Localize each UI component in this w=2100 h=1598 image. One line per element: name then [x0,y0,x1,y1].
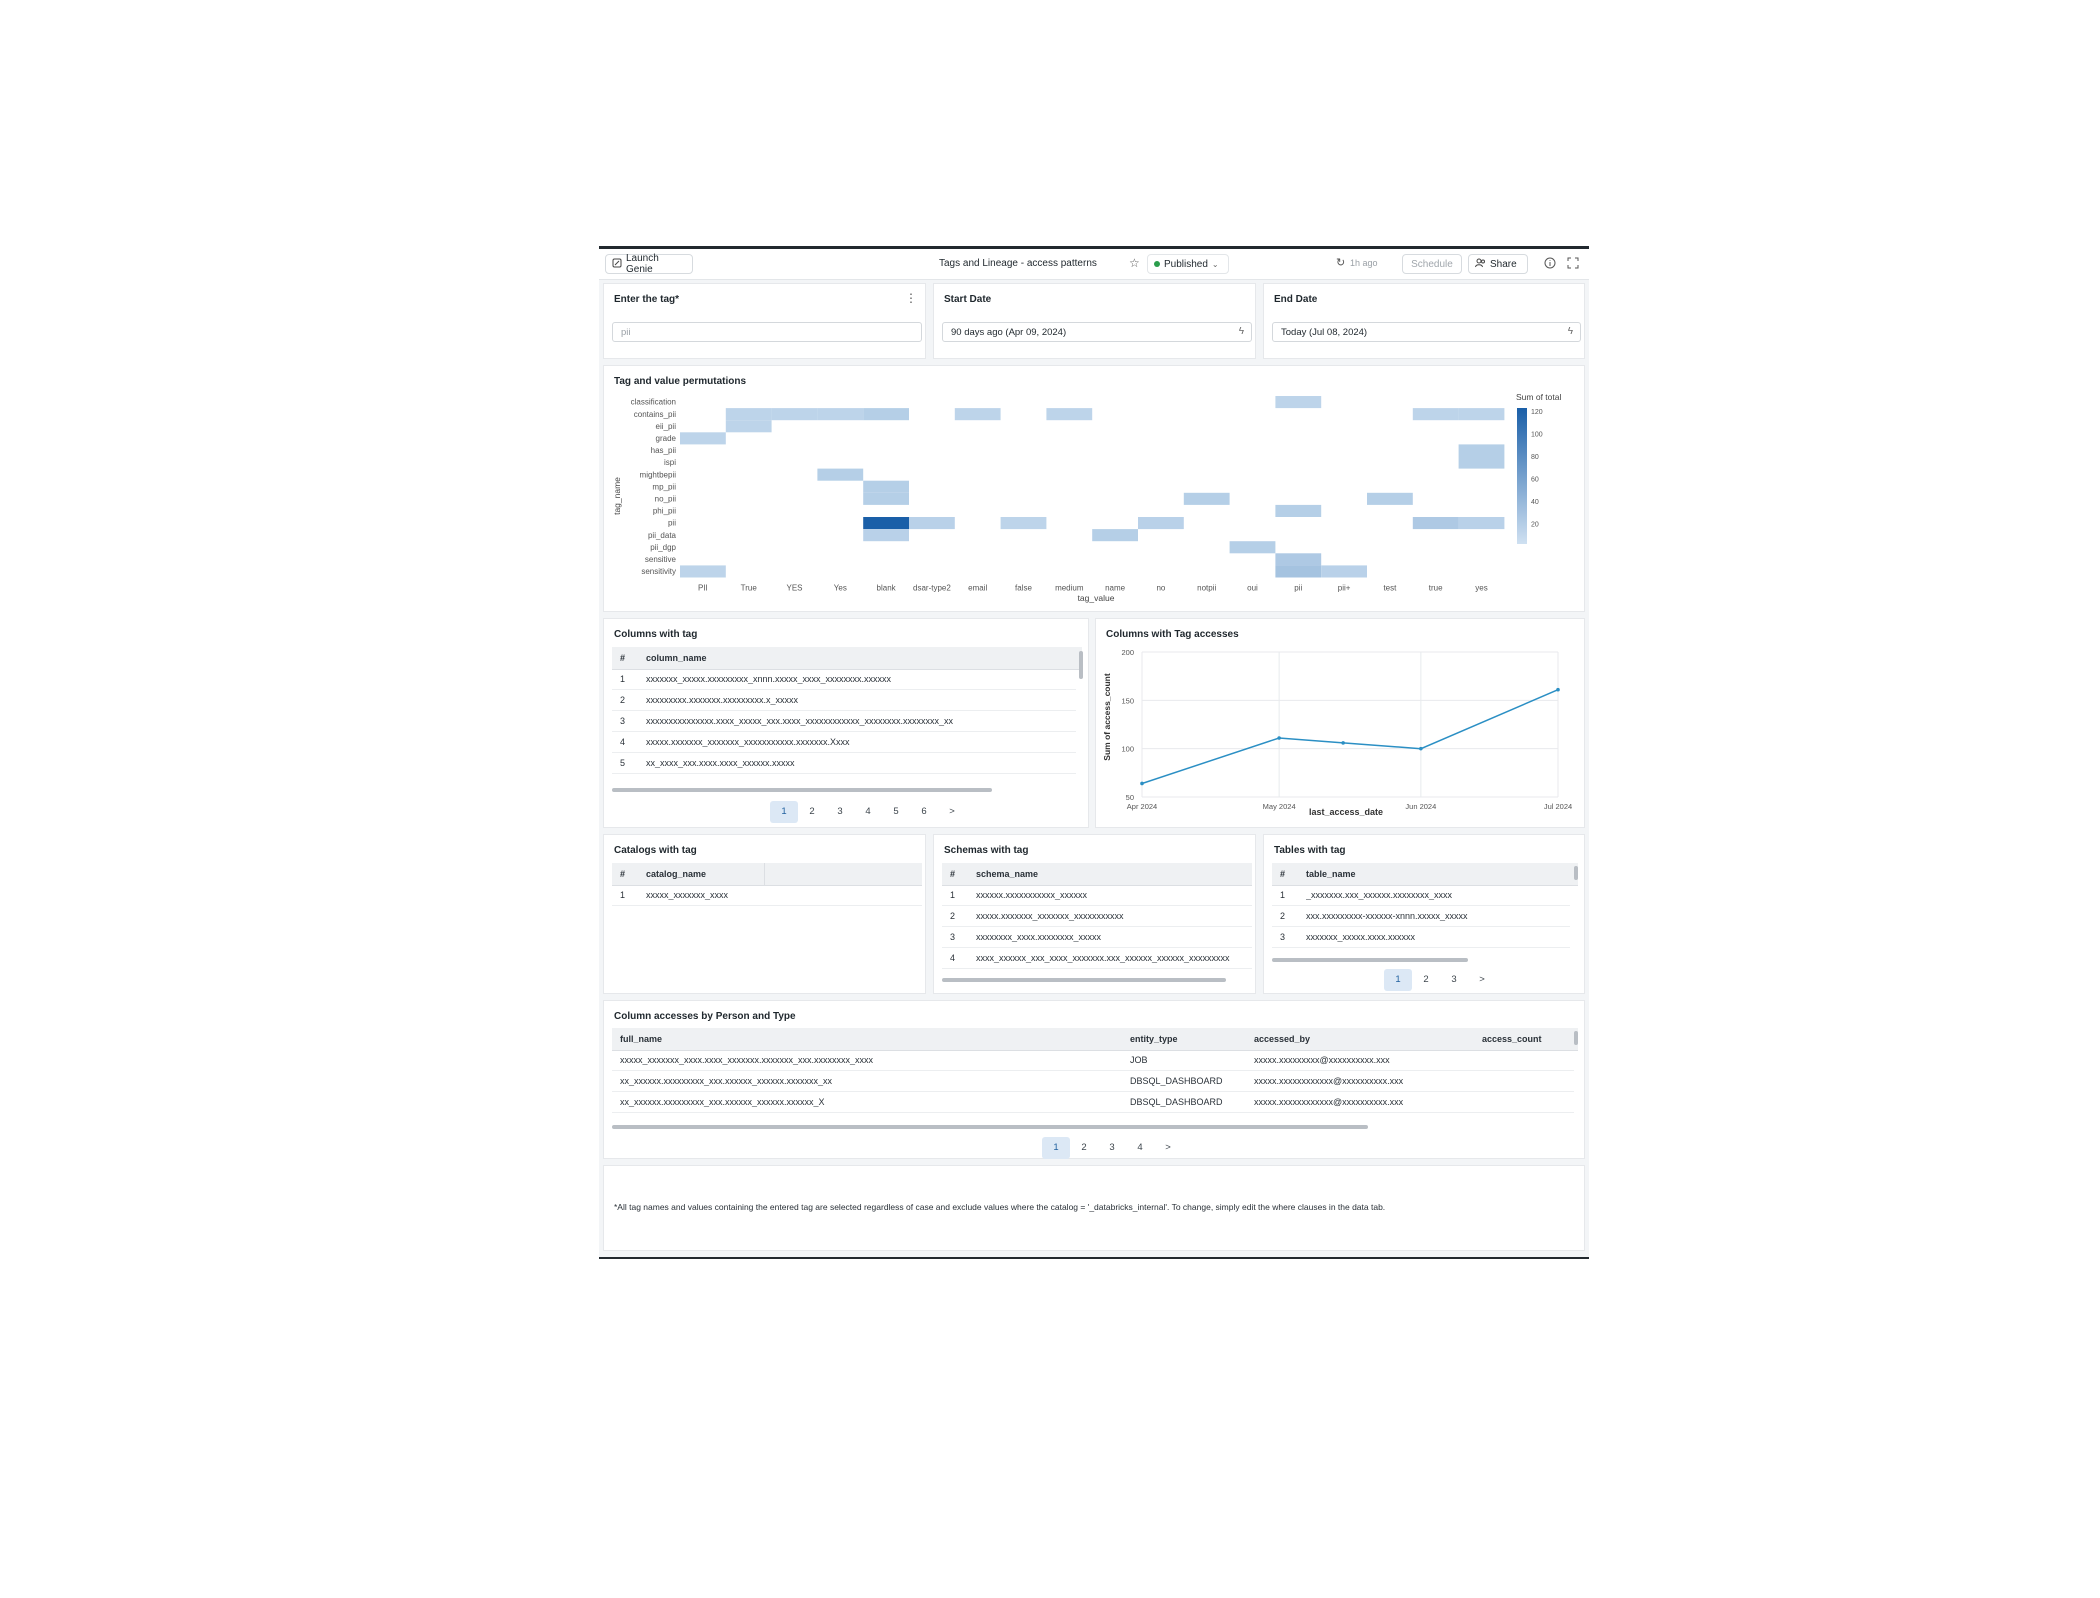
row-number: 1 [950,890,956,900]
start-date-panel [933,283,1256,359]
x-tick-label: Jun 2024 [1405,802,1437,811]
dashboard-title: Tags and Lineage - access patterns [939,258,1097,269]
heatmap-col-label: notpii [1197,583,1217,593]
access-table [612,1028,1578,1120]
heatmap-cell[interactable] [1138,517,1184,529]
schedule-button[interactable]: Schedule [1402,254,1462,274]
row-number: 1 [620,674,626,684]
heatmap-legend-title: Sum of total [1516,392,1562,402]
heatmap-row-label: classification [630,397,676,407]
heatmap-panel [603,365,1585,612]
heatmap-col-label: false [1015,583,1032,593]
cell-entity-type: DBSQL_DASHBOARD [1130,1097,1223,1107]
heatmap-row-label: mightbepii [639,470,676,480]
heatmap-cell[interactable] [1459,444,1505,456]
cell-full-name: xxxxx_xxxxxxx_xxxx.xxxx_xxxxxxx.xxxxxxx_xxx.xxxxxxxx_xxxx [620,1055,874,1065]
row-number: 2 [1280,911,1286,921]
page-button[interactable]: 1 [1384,969,1412,991]
header-schema-name[interactable]: schema_name [976,869,1039,879]
tag-filter-panel [603,283,926,359]
heatmap-row-label: pii_dgp [650,542,676,552]
page-button[interactable]: 2 [1423,974,1429,985]
catalogs-panel [603,834,926,994]
heatmap-row-label: pii_data [647,530,676,540]
header-num: # [620,653,626,663]
heatmap-row-label: contains_pii [633,409,676,419]
vertical-scrollbar[interactable] [1079,651,1083,679]
row-value: xxxxx_xxxxxxx_xxxx [646,890,729,900]
heatmap-cell[interactable] [1230,541,1276,553]
start-date-input[interactable] [942,322,1252,342]
header-entity-type[interactable]: entity_type [1130,1034,1178,1044]
y-tick-label: 100 [1121,744,1134,754]
row-number: 1 [620,890,626,900]
header-num: # [620,869,626,879]
fullscreen-icon[interactable] [1567,257,1579,272]
heatmap-cell[interactable] [1046,408,1092,420]
kebab-menu-icon[interactable]: ⋮ [905,291,917,305]
top-bar [599,249,1589,280]
page-button[interactable]: 1 [770,801,798,823]
heatmap-cell[interactable] [1001,517,1047,529]
line-chart-title: Columns with Tag accesses [1106,629,1239,640]
row-value: xxxxxxxx_xxxx.xxxxxxxx_xxxxx [976,932,1102,942]
launch-genie-label: Launch Genie [626,253,659,275]
x-tick-label: Apr 2024 [1126,802,1158,811]
heatmap-cell[interactable] [772,408,818,420]
row-divider [612,1112,1574,1113]
heatmap-cell[interactable] [680,432,726,444]
x-tick-label: May 2024 [1262,802,1296,811]
page-button[interactable]: 3 [1109,1142,1115,1153]
heatmap-col-label: True [740,583,757,593]
row-value: xxxxxxx_xxxxx.xxxx.xxxxxx [1306,932,1416,942]
data-point[interactable] [1140,782,1144,786]
row-divider [1272,947,1570,948]
end-date-panel [1263,283,1585,359]
row-divider [942,968,1252,969]
row-number: 2 [950,911,956,921]
chevron-down-icon: ⌄ [1211,259,1219,269]
heatmap-col-label: pii [1294,583,1303,593]
row-value: xxx.xxxxxxxxx-xxxxxx-xnnn.xxxxx_xxxxx [1306,911,1468,921]
cell-accessed-by: xxxxx.xxxxxxxxxxxx@xxxxxxxxxx.xxx [1254,1076,1404,1086]
horizontal-scrollbar[interactable] [1272,958,1468,962]
cell-full-name: xx_xxxxxx.xxxxxxxxx_xxx.xxxxxx_xxxxxx.xxxxxxx_xx [620,1076,833,1086]
legend-tick-label: 80 [1531,454,1539,461]
heatmap-row-label: sensitivity [641,567,676,577]
row-value: xxxxxx.xxxxxxxxxxx_xxxxxx [976,890,1088,900]
legend-tick-label: 20 [1531,521,1539,529]
cell-accessed-by: xxxxx.xxxxxxxxx@xxxxxxxxxx.xxx [1254,1055,1390,1065]
share-button[interactable] [1468,254,1528,274]
catalogs-title: Catalogs with tag [614,845,697,856]
heatmap-row-label: grade [655,434,676,444]
heatmap-cell[interactable] [909,517,955,529]
header-num: # [950,869,956,879]
heatmap-cell[interactable] [863,408,909,420]
lightning-icon[interactable]: ϟ [1567,326,1573,337]
series-line [1142,690,1558,784]
heatmap-col-label: true [1428,583,1443,593]
page-button[interactable]: 1 [1042,1137,1070,1159]
status-label: Published [1164,258,1208,270]
genie-icon [612,258,622,271]
columns-title: Columns with tag [614,629,698,640]
next-page-button[interactable]: > [1165,1142,1171,1153]
horizontal-scrollbar[interactable] [612,1125,1368,1129]
heatmap-cell[interactable] [863,493,909,505]
header-full-name[interactable]: full_name [620,1034,663,1044]
next-page-button[interactable]: > [949,806,955,817]
end-date-input[interactable] [1272,322,1581,342]
heatmap-col-label: oui [1247,583,1258,593]
legend-tick-label: 60 [1531,476,1539,484]
y-tick-label: 200 [1121,648,1134,657]
page-button[interactable]: 2 [809,806,815,817]
heatmap-row-label: phi_pii [652,506,676,516]
lightning-icon[interactable]: ϟ [1238,326,1244,337]
heatmap-row-label: sensitive [644,555,676,565]
cell-accessed-by: xxxxx.xxxxxxxxxxxx@xxxxxxxxxx.xxx [1254,1097,1404,1107]
start-date-value: 90 days ago (Apr 09, 2024) [951,326,1067,338]
heatmap-cell[interactable] [1321,565,1367,577]
heatmap-row-label: eii_pii [655,421,676,431]
row-value: _xxxxxxx.xxx_xxxxxx.xxxxxxxx_xxxx [1306,890,1453,900]
page-button[interactable]: 3 [1451,974,1457,985]
catalogs-table [612,863,922,923]
header-num: # [1280,869,1286,879]
heatmap-col-label: blank [876,583,896,593]
heatmap-row-label: pii [667,518,676,528]
dashboard [599,246,1589,1259]
row-value: xxxxxxxxxxxxxxx.xxxx_xxxxx_xxx.xxxx_xxxxxxxxxxxx_xxxxxxxx.xxxxxxxx_xx [646,716,954,726]
heatmap-col-label: email [968,583,988,593]
heatmap-cell[interactable] [863,517,909,529]
status-dot-icon [1154,261,1160,267]
horizontal-scrollbar[interactable] [942,978,1226,982]
end-date-title: End Date [1274,294,1318,305]
row-number: 1 [1280,890,1286,900]
row-number: 3 [620,716,626,726]
heatmap-cell[interactable] [680,565,726,577]
heatmap-col-label: pii+ [1337,583,1351,593]
heatmap-col-label: test [1383,583,1397,593]
tag-input[interactable]: pii [612,322,922,342]
y-tick-label: 50 [1125,793,1134,802]
pagination [1042,1137,1182,1159]
heatmap-cell[interactable] [1413,517,1459,529]
data-point[interactable] [1341,741,1345,745]
heatmap-cell[interactable] [1275,396,1321,408]
heatmap-cell[interactable] [1184,493,1230,505]
data-point[interactable] [1556,688,1560,692]
row-divider [612,773,1076,774]
tables-table [1272,863,1578,953]
header-accessed-by[interactable]: accessed_by [1254,1034,1311,1044]
heatmap-cell[interactable] [955,408,1001,420]
page-button[interactable]: 2 [1081,1142,1087,1153]
line-chart-panel [1095,618,1585,828]
heatmap-row-label: has_pii [650,446,676,456]
pagination [1384,969,1496,991]
heatmap-ylabel: tag_name [612,477,622,515]
page-button[interactable]: 3 [837,806,843,817]
heatmap-cell[interactable] [726,408,772,420]
heatmap-col-label: dsar-type2 [913,583,951,593]
row-divider [612,905,922,906]
row-value: xxxx_xxxxxx_xxx_xxxx_xxxxxxx.xxx_xxxxxx_xxxxxx_xxxxxxxxx [976,953,1230,963]
x-tick-label: Jul 2024 [1543,802,1573,811]
heatmap-row-label: mp_pii [652,482,676,492]
heatmap-cell[interactable] [1413,408,1459,420]
heatmap-cell[interactable] [1367,493,1413,505]
legend-tick-label: 100 [1531,431,1543,439]
status-dropdown[interactable] [1147,254,1229,274]
info-icon[interactable] [1544,257,1556,272]
line-chart-ylabel: Sum of access_count [1102,673,1112,761]
star-icon[interactable]: ☆ [1129,256,1140,270]
heatmap-col-label: name [1105,583,1126,593]
page-button[interactable]: 4 [1137,1142,1143,1153]
data-point[interactable] [1277,736,1281,740]
access-panel [603,1000,1585,1159]
row-value: xx_xxxx_xxx.xxxx.xxxx_xxxxxx.xxxxx [646,758,795,768]
access-title: Column accesses by Person and Type [614,1011,796,1022]
header-access-count[interactable]: access_count [1482,1034,1542,1044]
schemas-title: Schemas with tag [944,845,1029,856]
cell-full-name: xx_xxxxxx.xxxxxxxxx_xxx.xxxxxx_xxxxxx.xxxxxx_X [620,1097,825,1107]
heatmap-title: Tag and value permutations [614,376,747,387]
heatmap-chart [604,366,1584,611]
users-icon [1475,258,1486,271]
heatmap-cell[interactable] [1275,553,1321,565]
pagination [770,801,966,823]
heatmap-cell[interactable] [817,408,863,420]
start-date-title: Start Date [944,294,992,305]
page-button[interactable]: 4 [865,806,871,817]
row-number: 2 [620,695,626,705]
heatmap-row-label: no_pii [654,494,676,504]
row-number: 4 [620,737,626,747]
schemas-table [942,863,1252,973]
columns-panel [603,618,1089,828]
header-column-name[interactable]: column_name [646,653,707,663]
cell-entity-type: JOB [1130,1055,1148,1065]
header-table-name[interactable]: table_name [1306,869,1356,879]
column-divider [764,863,765,885]
row-number: 4 [950,953,956,963]
next-page-button[interactable]: > [1479,974,1485,985]
legend-tick-label: 120 [1531,409,1543,416]
heatmap-cell[interactable] [863,529,909,541]
heatmap-legend-gradient [1517,408,1527,544]
heatmap-col-label: Yes [833,583,847,593]
row-value: xxxxxxx_xxxxx.xxxxxxxxx_xnnn.xxxxx_xxxx_xxxxxxxx.xxxxxx [646,674,892,684]
heatmap-xlabel: tag_value [1077,593,1115,603]
page-button[interactable]: 5 [893,806,899,817]
y-tick-label: 150 [1121,696,1134,706]
heatmap-col-label: YES [786,583,803,593]
row-value: xxxxxxxxx.xxxxxxx.xxxxxxxxx.x_xxxxx [646,695,799,705]
row-number: 3 [1280,932,1286,942]
refresh-icon[interactable]: ↻ [1336,257,1346,269]
row-number: 3 [950,932,956,942]
row-value: xxxxx.xxxxxxx_xxxxxxx_xxxxxxxxxxx [976,911,1124,921]
header-catalog-name[interactable]: catalog_name [646,869,707,879]
horizontal-scrollbar[interactable] [612,788,992,792]
line-chart [1096,619,1584,827]
cell-entity-type: DBSQL_DASHBOARD [1130,1076,1223,1086]
tables-panel [1263,834,1585,994]
vertical-scrollbar[interactable] [1574,866,1578,880]
launch-genie-button[interactable] [605,254,693,274]
legend-tick-label: 40 [1531,499,1539,506]
vertical-scrollbar[interactable] [1574,1031,1578,1045]
line-chart-xlabel: last_access_date [1308,807,1384,817]
heatmap-cell[interactable] [1459,408,1505,420]
heatmap-cell[interactable] [863,481,909,493]
row-value: xxxxx.xxxxxxx_xxxxxxx_xxxxxxxxxxx.xxxxxxx.Xxxx [646,737,850,747]
end-date-value: Today (Jul 08, 2024) [1281,326,1368,338]
columns-table [612,647,1082,787]
table-header [612,1028,1578,1051]
page-button[interactable]: 6 [921,806,927,817]
tables-title: Tables with tag [1274,845,1346,856]
footnote-text: *All tag names and values containing the entered tag are selected regardless of case and exclude values where the catalog = '_databricks_internal'. To change, simply edit the where clauses in the data tab. [614,1202,1386,1212]
heatmap-col-label: no [1156,583,1166,593]
data-point[interactable] [1419,747,1423,751]
heatmap-col-label: PII [698,583,708,593]
row-number: 5 [620,758,626,768]
refresh-time: 1h ago [1350,258,1378,268]
schemas-panel [933,834,1256,994]
footnote-panel [603,1165,1585,1251]
heatmap-cell[interactable] [817,469,863,481]
heatmap-cell[interactable] [1092,529,1138,541]
share-label: Share [1490,258,1517,270]
heatmap-cell[interactable] [726,420,772,432]
heatmap-row-label: ispi [663,458,676,468]
heatmap-cell[interactable] [1459,517,1505,529]
heatmap-col-label: yes [1475,583,1488,593]
heatmap-cell[interactable] [1459,457,1505,469]
tag-filter-title: Enter the tag* [614,294,680,305]
heatmap-cell[interactable] [1275,565,1321,577]
heatmap-cell[interactable] [1275,505,1321,517]
heatmap-col-label: medium [1055,583,1084,593]
